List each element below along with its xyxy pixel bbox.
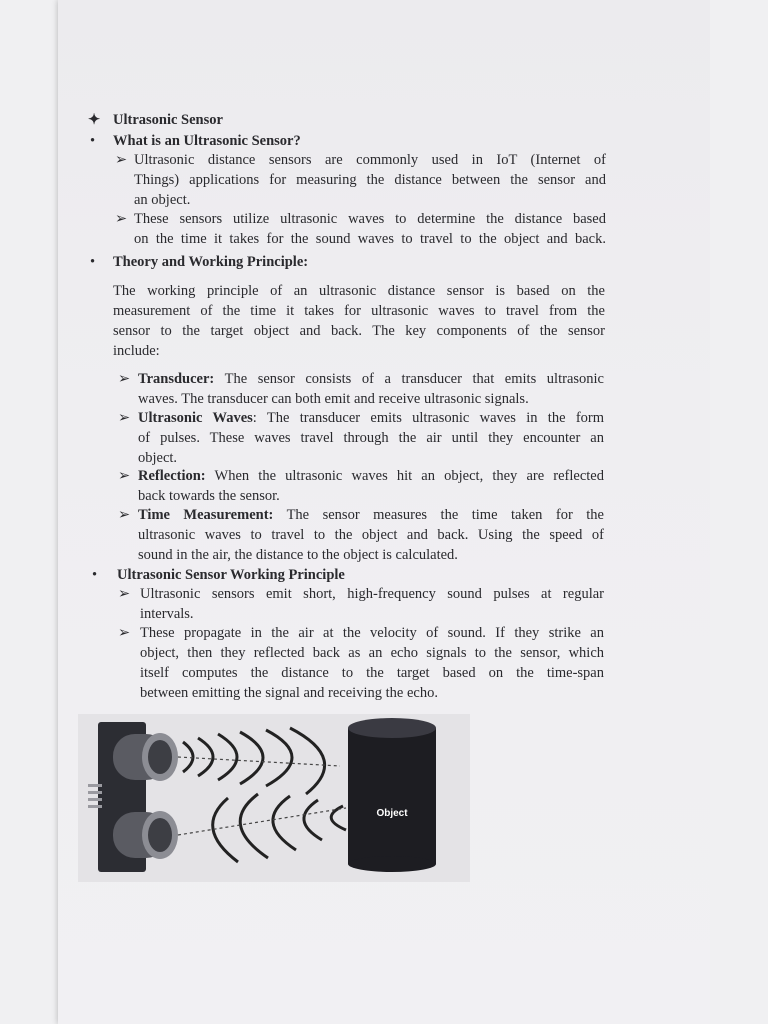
bullet-icon: • [90, 133, 96, 149]
item-term: Reflection: [138, 468, 206, 484]
item-reflection: Reflection: When the ultrasonic waves hit an object, they are reflected back towards the sensor. [138, 468, 604, 504]
arrow-bullet-icon: ➢ [115, 152, 128, 168]
arrow-bullet-icon: ➢ [118, 468, 131, 484]
what-paragraph-2: These sensors utilize ultrasonic waves to determine the distance based on the time it takes for the sound waves to travel to the object and back. [134, 211, 606, 247]
arrow-bullet-icon: ➢ [118, 625, 131, 641]
what-paragraph-1: Ultrasonic distance sensors are commonly used in IoT (Internet of Things) applications for measuring the distance between the sensor and an object. [134, 152, 606, 208]
arrow-bullet-icon: ➢ [118, 371, 131, 387]
object-label: Object [376, 808, 408, 819]
arrow-bullet-icon: ➢ [118, 507, 131, 523]
item-term: Ultrasonic Waves [138, 410, 253, 426]
section-title-what: What is an Ultrasonic Sensor? [113, 133, 301, 149]
section-title-working: Ultrasonic Sensor Working Principle [117, 567, 345, 583]
working-paragraph-2: These propagate in the air at the velocity of sound. If they strike an object, then they reflected back as an echo signals to the sensor, which itself computes the distance to the target based on the time-span between emitting the signal and receiving the echo. [140, 625, 604, 701]
theory-intro: The working principle of an ultrasonic distance sensor is based on the measurement of the time it takes for ultrasonic waves to travel from the sensor to the target object and back. The key components of the sensor include: [113, 283, 605, 359]
item-ultrasonic-waves: Ultrasonic Waves: The transducer emits ultrasonic waves in the form of pulses. These waves travel through the air until they encounter an object. [138, 410, 605, 466]
item-term: Time Measurement: [138, 507, 274, 523]
arrow-bullet-icon: ➢ [115, 211, 128, 227]
arrow-bullet-icon: ➢ [118, 410, 131, 426]
item-time-measurement: Time Measurement: The sensor measures the time taken for the ultrasonic waves to travel to the object and back. Using the speed of sound in the air, the distance to the object is calculated. [138, 507, 604, 563]
arrow-bullet-icon: ➢ [118, 586, 131, 602]
bullet-icon: • [92, 567, 98, 583]
section-title-theory: Theory and Working Principle: [113, 254, 309, 270]
document-title: Ultrasonic Sensor [113, 112, 223, 128]
ultrasonic-sensor-diagram [78, 714, 470, 882]
bullet-icon: • [90, 254, 96, 270]
working-paragraph-1: Ultrasonic sensors emit short, high-frequency sound pulses at regular intervals. [140, 586, 604, 622]
transmitter-icon [113, 733, 178, 781]
receiver-icon [113, 811, 178, 859]
item-term: Transducer: [138, 371, 215, 387]
heading-marker-icon: ✦ [88, 112, 101, 128]
item-transducer: Transducer: The sensor consists of a transducer that emits ultrasonic waves. The transducer can both emit and receive ultrasonic signals. [138, 371, 604, 407]
object-cylinder [348, 718, 436, 872]
